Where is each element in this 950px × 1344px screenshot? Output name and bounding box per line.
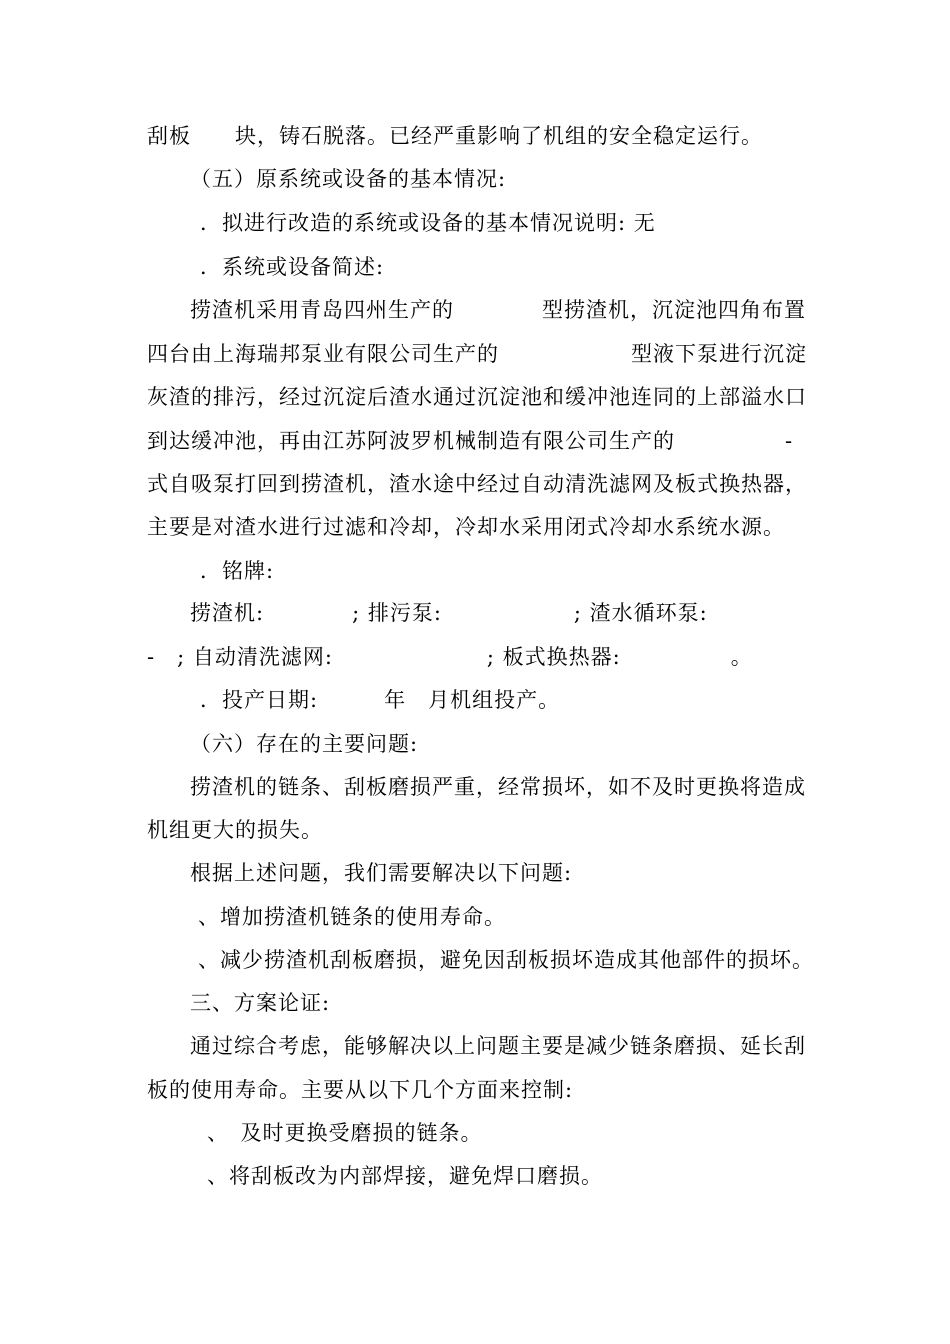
text-line: 四台由上海瑞邦泵业有限公司生产的 型液下泵进行沉淀 <box>147 342 807 366</box>
text-line: ．铭牌: <box>200 559 275 583</box>
text-line: 板的使用寿命。主要从以下几个方面来控制: <box>147 1078 574 1102</box>
section-heading: 三、方案论证: <box>190 991 331 1015</box>
text-line: ．拟进行改造的系统或设备的基本情况说明: 无 <box>200 211 656 235</box>
section-heading: （六）存在的主要问题: <box>190 732 419 756</box>
text-line: - ; 自动清洗滤网: ; 板式换热器: 。 <box>147 645 753 669</box>
text-line: 捞渣机: ; 排污泵: ; 渣水循环泵: <box>190 601 708 625</box>
list-item: 、增加捞渣机链条的使用寿命。 <box>198 905 506 929</box>
text-line: 式自吸泵打回到捞渣机，渣水途中经过自动清洗滤网及板式换热器， <box>147 472 807 496</box>
text-line: 捞渣机的链条、刮板磨损严重，经常损坏，如不及时更换将造成 <box>190 775 806 799</box>
text-line: 通过综合考虑，能够解决以上问题主要是减少链条磨损、延长刮 <box>190 1034 806 1058</box>
text-line: 灰渣的排污，经过沉淀后渣水通过沉淀池和缓冲池连同的上部溢水口 <box>147 385 807 409</box>
list-item: 、减少捞渣机刮板磨损，避免因刮板损坏造成其他部件的损坏。 <box>198 948 814 972</box>
text-line: ．系统或设备简述: <box>200 255 385 279</box>
text-line: 根据上述问题，我们需要解决以下问题: <box>190 861 573 885</box>
section-heading: （五）原系统或设备的基本情况: <box>190 167 507 191</box>
text-line: 机组更大的损失。 <box>147 818 323 842</box>
text-line: ．投产日期: 年 月机组投产。 <box>200 688 561 712</box>
text-line: 刮板 块，铸石脱落。已经严重影响了机组的安全稳定运行。 <box>147 124 763 148</box>
text-line: 主要是对渣水进行过滤和冷却，冷却水采用闭式冷却水系统水源。 <box>147 515 785 539</box>
list-item: 、 及时更换受磨损的链条。 <box>207 1121 483 1145</box>
text-line: 到达缓冲池，再由江苏阿波罗机械制造有限公司生产的 - <box>147 429 794 453</box>
list-item: 、将刮板改为内部焊接，避免焊口磨损。 <box>207 1164 603 1188</box>
text-line: 捞渣机采用青岛四州生产的 型捞渣机，沉淀池四角布置 <box>190 298 806 322</box>
